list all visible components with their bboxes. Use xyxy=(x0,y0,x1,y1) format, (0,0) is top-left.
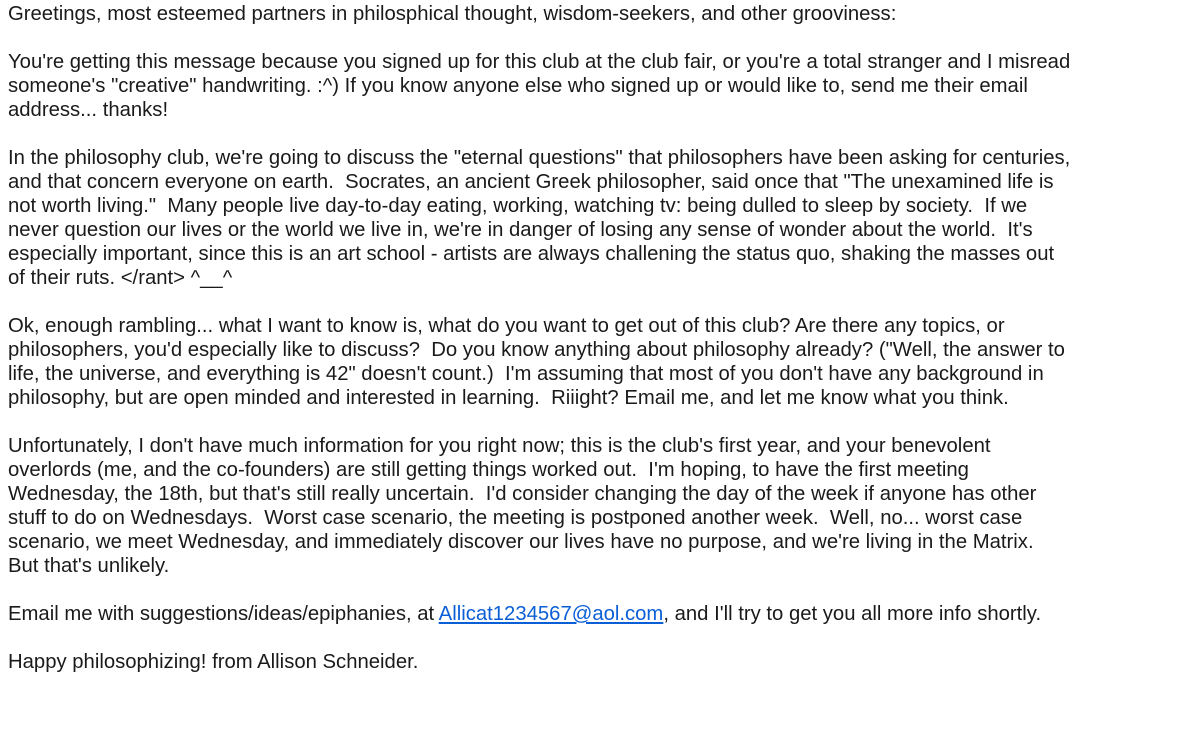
contact-suffix: , and I'll try to get you all more info shortly. xyxy=(663,603,1042,625)
email-body xyxy=(8,0,1198,698)
paragraph-questions: Ok, enough rambling... what I want to know is, what do you want to get out of this club? Are there any topics, or philosophers, you'd especially like to discuss? Do you know anything about philosophy already? ("Well, the answer to life, the universe, and everything is 42" doesn't count.) I'm assuming that most of you don't have any background in philosophy, but are open minded and interested in learning. Riiight? Email me, and let me know what you think. xyxy=(8,315,1065,409)
paragraph-club-purpose: In the philosophy club, we're going to discuss the "eternal questions" that philosophers have been asking for centuries, and that concern everyone on earth. Socrates, an ancient Greek philosopher, said once that "The unexamined life is not worth living." Many people live day-to-day eating, working, watching tv: being dulled to sleep by society. If we never question our lives or the world we live in, we're in danger of losing any sense of wonder about the world. It's especially important, since this is an art school - artists are always challening the status quo, shaking the masses out of their ruts. </rant> ^__^ xyxy=(8,147,1071,289)
paragraph-meeting-info: Unfortunately, I don't have much information for you right now; this is the club's first year, and your benevolent overlords (me, and the co-founders) are still getting things worked out. I'm hoping, to have the first meeting Wednesday, the 18th, but that's still really uncertain. I'd consider changing the day of the week if anyone has other stuff to do on Wednesdays. Worst case scenario, the meeting is postponed another week. Well, no... worst case scenario, we meet Wednesday, and immediately discover our lives have no purpose, and we're living in the Matrix. But that's unlikely. xyxy=(8,435,1037,577)
greeting-line: Greetings, most esteemed partners in philosphical thought, wisdom-seekers, and other grooviness: xyxy=(8,3,897,25)
paragraph-contact xyxy=(8,602,1198,626)
email-link[interactable]: Allicat1234567@aol.com xyxy=(438,603,664,625)
contact-prefix: Email me with suggestions/ideas/epiphanies, at xyxy=(8,603,439,625)
signoff-line: Happy philosophizing! from Allison Schneider. xyxy=(8,651,419,673)
paragraph-signup: You're getting this message because you signed up for this club at the club fair, or you're a total stranger and I misread someone's "creative" handwriting. :^) If you know anyone else who signed up or would like to, send me their email address... thanks! xyxy=(8,51,1071,121)
